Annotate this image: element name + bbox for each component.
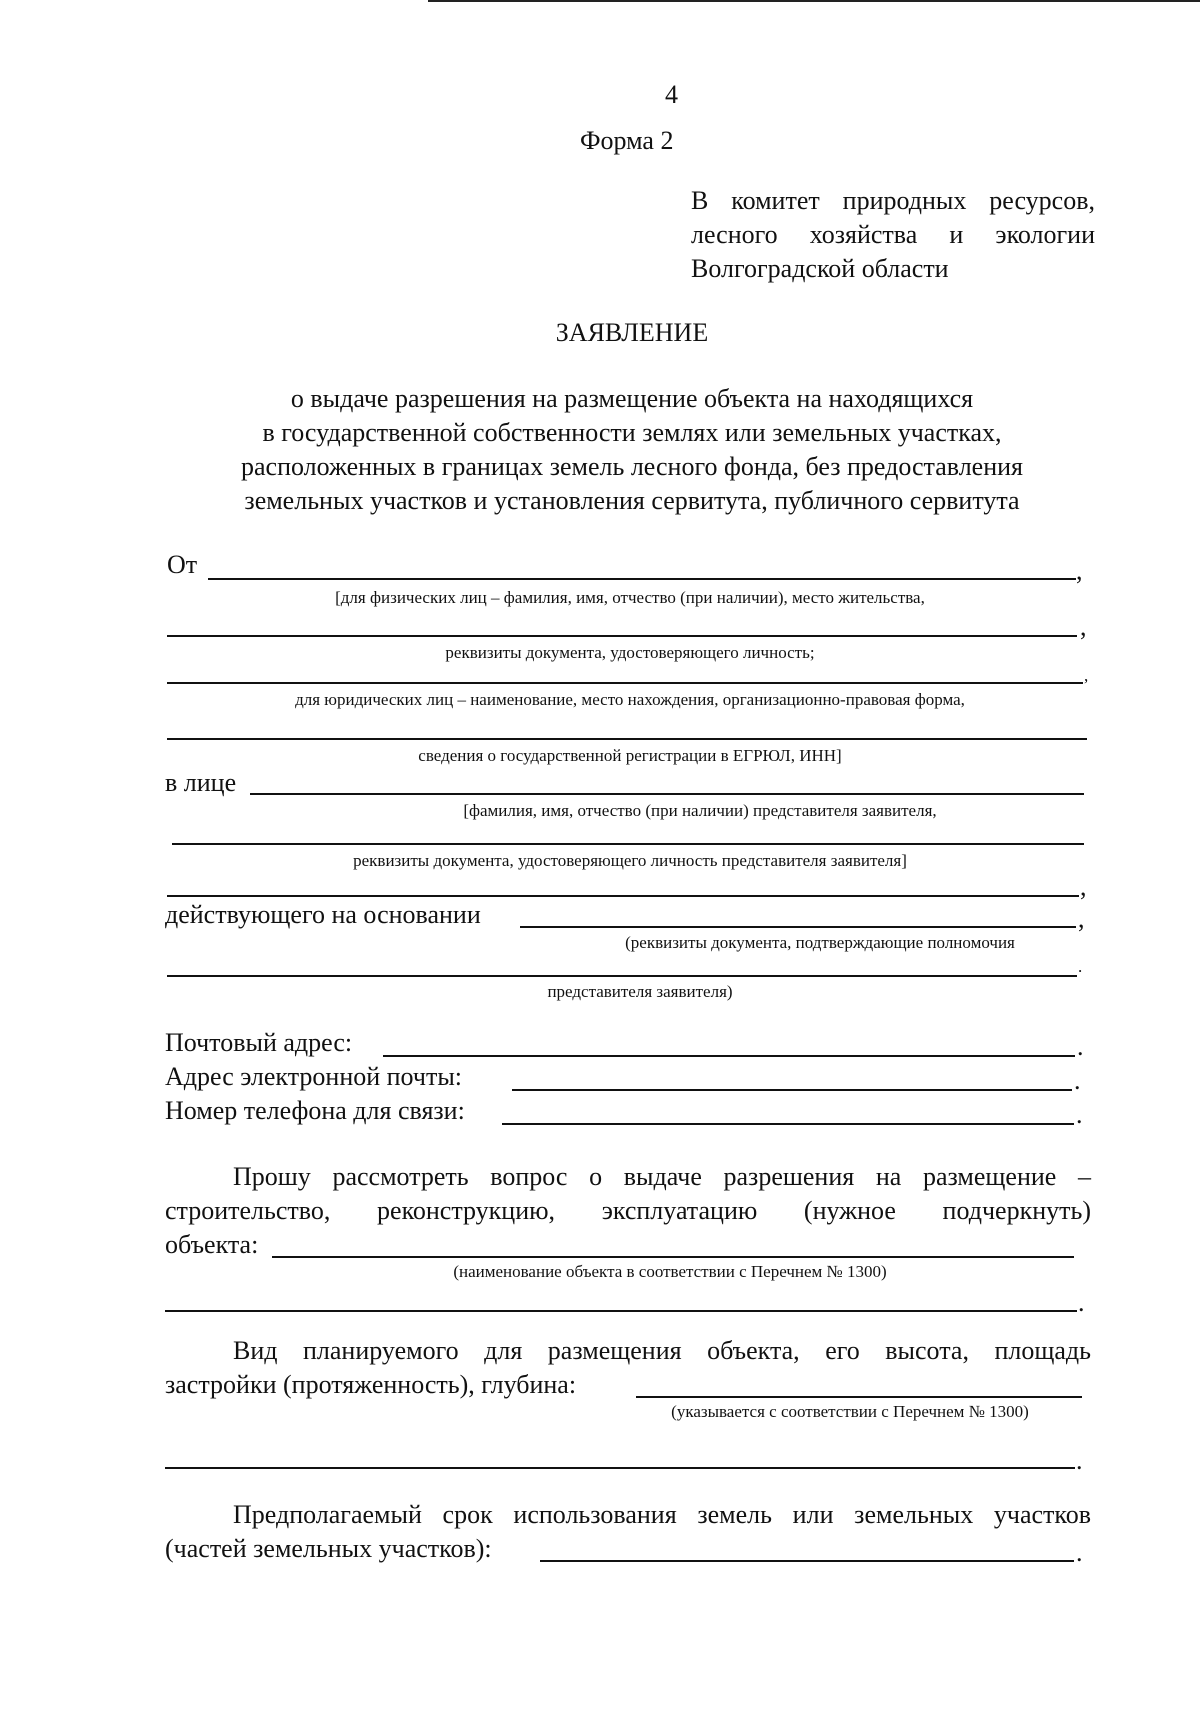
phone-field[interactable] [502, 1123, 1074, 1125]
from-comma-2: , [1080, 612, 1087, 641]
object-type-period: . [1076, 1446, 1083, 1475]
representative-hint-1: [фамилия, имя, отчество (при наличии) представителя заявителя, [463, 801, 937, 820]
object-type-line-2: застройки (протяженность), глубина: [165, 1370, 577, 1399]
basis-field-line[interactable] [520, 926, 1076, 928]
phone-label: Номер телефона для связи: [165, 1096, 465, 1125]
basis-label: действующего на основании [165, 900, 481, 929]
representative-field-line-3[interactable] [167, 895, 1079, 897]
from-comma: , [1076, 556, 1083, 585]
request-line-1: Прошу рассмотреть вопрос о выдаче разрешения на размещение – [233, 1162, 1091, 1191]
basis-field-line-2[interactable] [167, 975, 1077, 977]
subtitle-line-2: в государственной собственности землях или земельных участках, [262, 418, 1002, 447]
subtitle-line-1: о выдаче разрешения на размещение объекта на находящихся [290, 384, 974, 413]
object-type-hint: (указывается с соответствии с Перечнем № 1300) [671, 1402, 1029, 1421]
page-number: 4 [665, 80, 678, 109]
request-line-2: строительство, реконструкцию, эксплуатацию (нужное подчеркнуть) [165, 1196, 1091, 1225]
from-hint-4: сведения о государственной регистрации в ЕГРЮЛ, ИНН] [418, 746, 842, 765]
representative-hint-2: реквизиты документа, удостоверяющего личность представителя заявителя] [353, 851, 907, 870]
term-period: . [1076, 1538, 1083, 1567]
form-label: Форма 2 [580, 126, 674, 155]
object-hint: (наименование объекта в соответствии с Перечнем № 1300) [453, 1262, 887, 1281]
email-label: Адрес электронной почты: [165, 1062, 463, 1091]
basis-hint-1: (реквизиты документа, подтверждающие полномочия [625, 933, 1015, 952]
from-label: От [167, 550, 198, 579]
from-field-line-4[interactable] [167, 738, 1087, 740]
from-hint-1: [для физических лиц – фамилия, имя, отчество (при наличии), место жительства, [335, 588, 925, 607]
addressee-line-2: лесного хозяйства и экологии [691, 220, 1095, 249]
object-label: объекта: [165, 1230, 259, 1259]
subtitle-line-4: земельных участков и установления сервитута, публичного сервитута [244, 486, 1020, 515]
subtitle-line-3: расположенных в границах земель лесного фонда, без предоставления [241, 452, 1023, 481]
from-hint-2: реквизиты документа, удостоверяющего личность; [445, 643, 815, 662]
object-period: . [1078, 1288, 1085, 1317]
postal-address-label: Почтовый адрес: [165, 1028, 353, 1057]
basis-comma: , [1078, 904, 1085, 933]
addressee-line-1: В комитет природных ресурсов, [691, 186, 1095, 215]
term-line-1: Предполагаемый срок использования земель или земельных участков [233, 1500, 1091, 1529]
addressee-line-3: Волгоградской области [691, 254, 949, 283]
object-field-line[interactable] [272, 1256, 1074, 1258]
object-type-line-1: Вид планируемого для размещения объекта, его высота, площадь [233, 1336, 1091, 1365]
representative-label: в лице [165, 768, 237, 797]
representative-comma: , [1080, 872, 1087, 901]
from-hint-3: для юридических лиц – наименование, место нахождения, организационно-правовая форма, [295, 690, 965, 709]
representative-field-line[interactable] [250, 793, 1084, 795]
from-field-line[interactable] [208, 578, 1076, 580]
postal-address-field[interactable] [383, 1055, 1075, 1057]
basis-hint-2: представителя заявителя) [547, 982, 733, 1001]
from-field-line-3[interactable] [167, 682, 1083, 684]
phone-period: . [1076, 1100, 1083, 1129]
basis-period: . [1078, 957, 1083, 976]
object-field-line-2[interactable] [165, 1310, 1077, 1312]
from-field-line-2[interactable] [167, 635, 1077, 637]
object-type-field-line[interactable] [636, 1396, 1082, 1398]
page-edge-line [428, 0, 1200, 2]
email-field[interactable] [512, 1089, 1072, 1091]
document-title: ЗАЯВЛЕНИЕ [555, 318, 709, 347]
term-field-line[interactable] [540, 1560, 1074, 1562]
email-period: . [1074, 1066, 1081, 1095]
from-comma-3: , [1084, 666, 1089, 685]
postal-address-period: . [1077, 1032, 1084, 1061]
representative-field-line-2[interactable] [172, 843, 1084, 845]
object-type-field-line-2[interactable] [165, 1467, 1075, 1469]
term-line-2: (частей земельных участков): [165, 1534, 492, 1563]
